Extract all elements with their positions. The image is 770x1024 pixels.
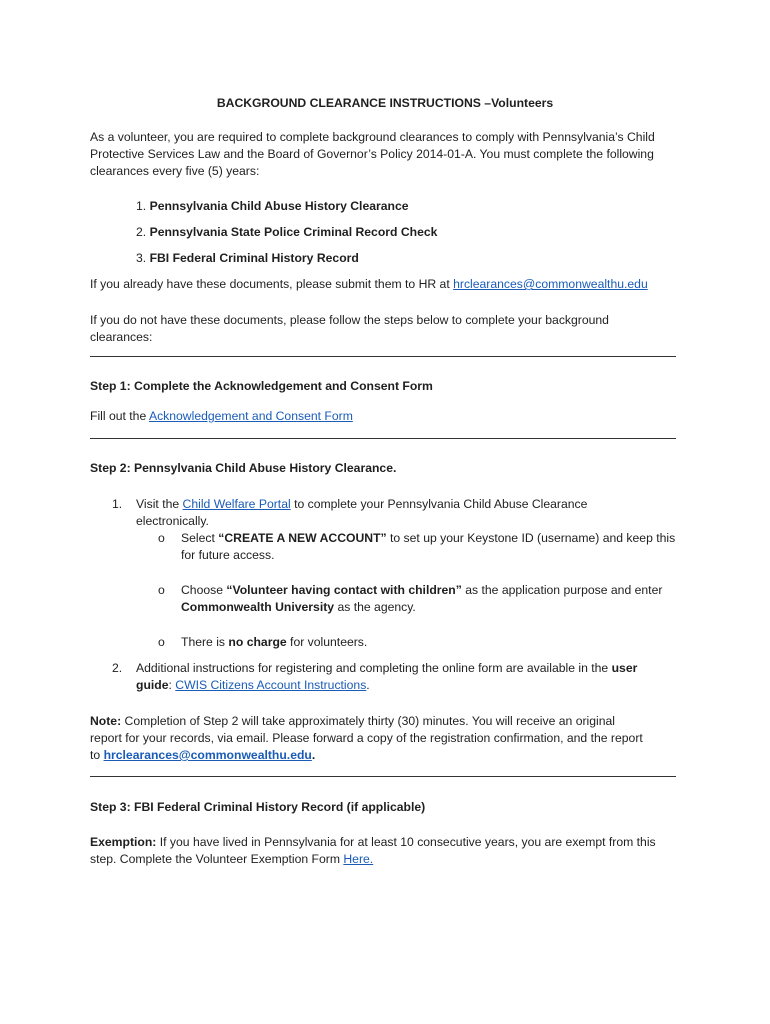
note-line-2: report for your records, via email. Please forward a copy of the registration confirmation, and the report: [90, 731, 643, 745]
step2-item-2-line-1: [136, 660, 637, 678]
step2-item-1-number: 1.: [112, 497, 123, 511]
cwis-instructions-link[interactable]: CWIS Citizens Account Instructions: [175, 678, 367, 692]
note-label: Note:: [90, 714, 122, 728]
sub3-bold: no charge: [228, 635, 287, 649]
sub-item-3-line-1: [181, 634, 367, 652]
child-welfare-portal-link[interactable]: Child Welfare Portal: [182, 497, 291, 511]
sub-item-2-line-2: [181, 599, 416, 617]
exemption-text-2: step. Complete the Volunteer Exemption Form: [90, 852, 344, 866]
clearance-item-3: [136, 250, 359, 268]
clearance-label: Pennsylvania State Police Criminal Record Check: [149, 225, 438, 239]
exemption-line-1: [90, 834, 656, 852]
divider: [90, 438, 676, 439]
sub1-bold: “CREATE A NEW ACCOUNT”: [218, 531, 387, 545]
follow-line-2: clearances:: [90, 330, 153, 344]
consent-form-link[interactable]: Acknowledgement and Consent Form: [148, 409, 353, 423]
divider: [90, 356, 676, 357]
sub1-post: to set up your Keystone ID (username) and keep this: [386, 531, 676, 545]
clearance-label: FBI Federal Criminal History Record: [149, 251, 359, 265]
step2-heading: Step 2: Pennsylvania Child Abuse History Clearance.: [90, 461, 397, 475]
exemption-form-link[interactable]: Here.: [343, 852, 374, 866]
step1-line: [90, 408, 353, 426]
sub-item-1-line-1: [181, 530, 675, 548]
item2-l2-post: .: [366, 678, 370, 692]
sub1-pre: Select: [181, 531, 219, 545]
sub-bullet: o: [158, 531, 165, 545]
exemption-text-1: If you have lived in Pennsylvania for at least 10 consecutive years, you are exempt from this: [156, 835, 656, 849]
sub-item-1-line-2: for future access.: [181, 548, 275, 562]
clearance-number: 3.: [136, 251, 147, 265]
item2-l2-mid: :: [168, 678, 176, 692]
intro-line-1: As a volunteer, you are required to complete background clearances to comply with Pennsylvania’s Child: [90, 130, 655, 144]
sub2-l2-bold: Commonwealth University: [181, 600, 335, 614]
note-email-link[interactable]: hrclearances@commonwealthu.edu: [103, 748, 312, 762]
step1-heading: Step 1: Complete the Acknowledgement and Consent Form: [90, 379, 433, 393]
step2-item-1-line-2: electronically.: [136, 514, 209, 528]
sub2-bold: “Volunteer having contact with children”: [226, 583, 462, 597]
submit-line: [90, 276, 648, 294]
sub-bullet: o: [158, 583, 165, 597]
sub-bullet: o: [158, 635, 165, 649]
sub2-pre: Choose: [181, 583, 227, 597]
clearance-item-1: [136, 198, 409, 216]
exemption-line-2: [90, 851, 373, 869]
step2-item-2-line-2: [136, 677, 370, 695]
step2-item-2-number: 2.: [112, 661, 123, 675]
intro-line-3: clearances every five (5) years:: [90, 164, 260, 178]
item1-post: to complete your Pennsylvania Child Abuse Clearance: [290, 497, 588, 511]
item2-pre: Additional instructions for registering and completing the online form are available in the: [136, 661, 612, 675]
step1-prefix: Fill out the: [90, 409, 149, 423]
note-l3-pre: to: [90, 748, 104, 762]
clearance-number: 2.: [136, 225, 147, 239]
divider: [90, 776, 676, 777]
submit-text: If you already have these documents, please submit them to HR at: [90, 277, 454, 291]
step2-item-1-line-1: [136, 496, 587, 514]
note-line-1: [90, 713, 615, 731]
item2-l2-bold: guide: [136, 678, 169, 692]
note-l3-post: .: [311, 748, 316, 762]
sub3-pre: There is: [181, 635, 229, 649]
clearance-number: 1.: [136, 199, 147, 213]
sub2-post: as the application purpose and enter: [461, 583, 663, 597]
clearance-item-2: [136, 224, 437, 242]
note-line-3: [90, 747, 315, 765]
exemption-label: Exemption:: [90, 835, 157, 849]
sub3-post: for volunteers.: [286, 635, 368, 649]
page-title: BACKGROUND CLEARANCE INSTRUCTIONS –Volunteers: [216, 96, 554, 110]
hr-email-link[interactable]: hrclearances@commonwealthu.edu: [453, 277, 648, 291]
note-text-1: Completion of Step 2 will take approximately thirty (30) minutes. You will receive an original: [121, 714, 615, 728]
step3-heading: Step 3: FBI Federal Criminal History Record (if applicable): [90, 800, 426, 814]
sub2-l2-post: as the agency.: [334, 600, 416, 614]
sub-item-2-line-1: [181, 582, 662, 600]
item1-pre: Visit the: [136, 497, 183, 511]
clearance-label: Pennsylvania Child Abuse History Clearance: [149, 199, 409, 213]
item2-bold: user: [611, 661, 638, 675]
intro-line-2: Protective Services Law and the Board of Governor’s Policy 2014-01-A. You must complete the following: [90, 147, 654, 161]
follow-line-1: If you do not have these documents, please follow the steps below to complete your background: [90, 313, 609, 327]
